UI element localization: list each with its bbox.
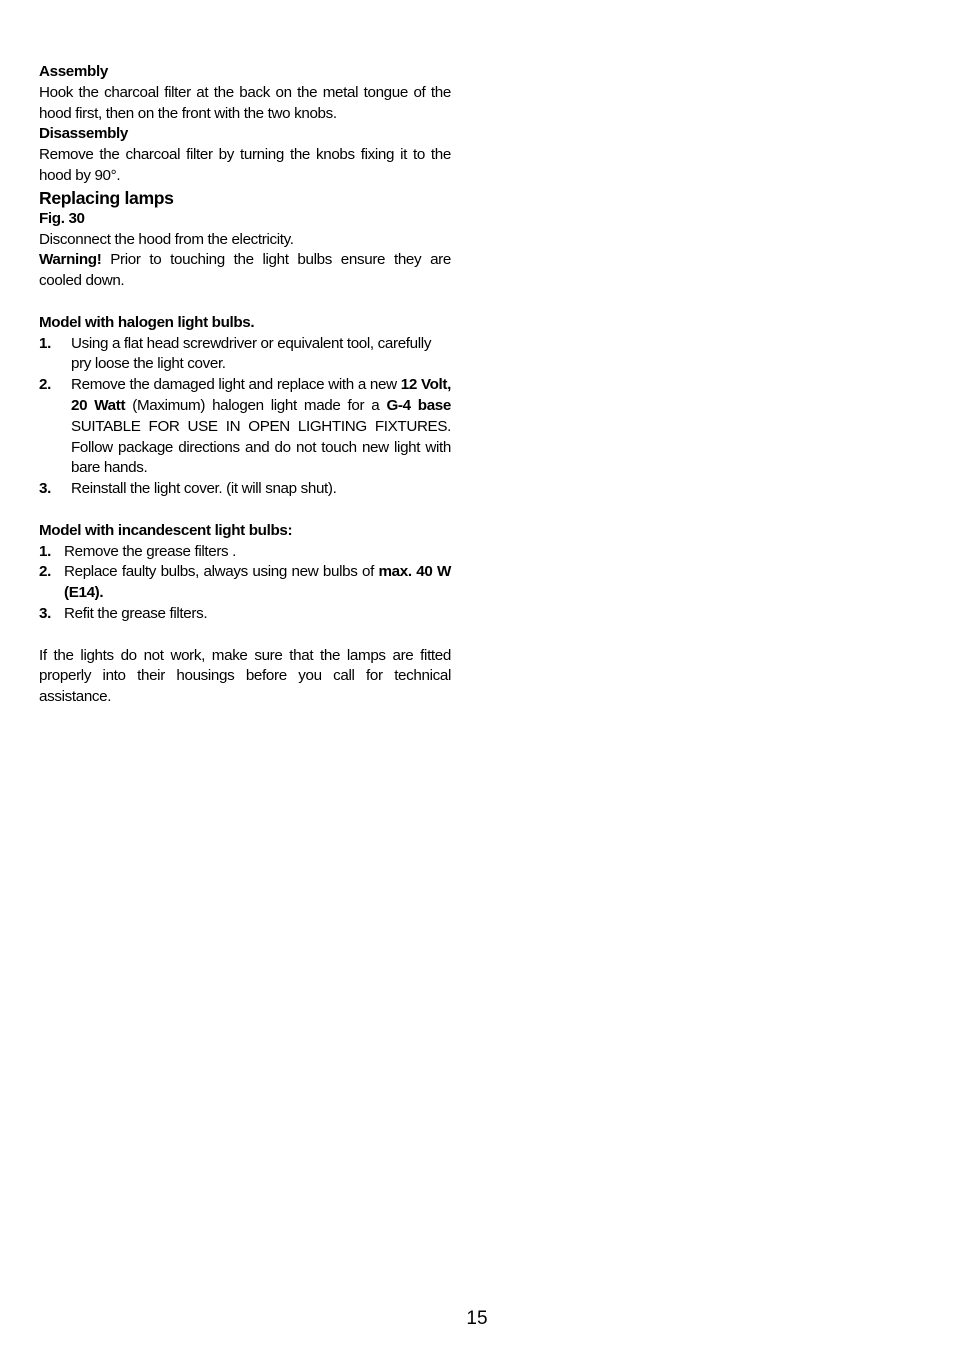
- halogen-heading: Model with halogen light bulbs.: [39, 313, 255, 331]
- bulb-spec: max. 40 W (E14).: [64, 563, 451, 602]
- step-number: 1.: [39, 542, 51, 560]
- warning-paragraph: [39, 250, 451, 292]
- figure-reference: Fig. 30: [39, 209, 85, 227]
- warning-text: Prior to touching the light bulbs ensure they are cooled down.: [39, 251, 451, 290]
- incandescent-heading: Model with incandescent light bulbs:: [39, 521, 293, 539]
- page-number: 15: [466, 1308, 488, 1329]
- step-text: (Maximum) halogen light made for a: [125, 396, 387, 414]
- step-text: Replace faulty bulbs, always using new bulbs of: [64, 563, 379, 581]
- step-number: 3.: [39, 604, 51, 622]
- list-item: [39, 334, 451, 376]
- disassembly-text: Remove the charcoal filter by turning the knobs fixing it to the hood by 90°.: [39, 146, 451, 184]
- step-number: 1.: [39, 334, 51, 352]
- assembly-heading: Assembly: [39, 63, 108, 80]
- step-number: 3.: [39, 480, 51, 498]
- step-number: 2.: [39, 376, 51, 394]
- disconnect-instruction: Disconnect the hood from the electricity.: [39, 230, 294, 248]
- section-title-replacing-lamps: Replacing lamps: [39, 187, 174, 208]
- step-text: Refit the grease filters.: [64, 604, 208, 622]
- step-text: Reinstall the light cover. (it will snap shut).: [71, 480, 337, 498]
- list-item: [39, 479, 451, 500]
- assembly-text: Hook the charcoal filter at the back on the metal tongue of the hood first, then on the front with the two knobs.: [39, 83, 451, 122]
- text-column: [39, 62, 451, 708]
- step-number: 2.: [39, 563, 51, 581]
- step-text: Remove the damaged light and replace with a new: [71, 376, 401, 394]
- disassembly-heading: Disassembly: [39, 125, 129, 143]
- incandescent-steps-list: [39, 542, 451, 625]
- list-item: [39, 542, 451, 563]
- list-item: [39, 375, 451, 479]
- halogen-steps-list: [39, 334, 451, 500]
- step-text: Using a flat head screwdriver or equivalent tool, carefully pry loose the light cover.: [71, 334, 432, 373]
- list-item: [39, 604, 451, 625]
- base-type: G-4 base: [386, 396, 451, 414]
- troubleshooting-note: If the lights do not work, make sure that the lamps are fitted properly into their housings before you call for technical assistance.: [39, 646, 451, 706]
- list-item: [39, 562, 451, 604]
- step-text: Remove the grease filters .: [64, 542, 237, 560]
- voltage-wattage: 12 Volt, 20 Watt: [71, 376, 451, 414]
- step-text: SUITABLE FOR USE IN OPEN LIGHTING FIXTURES. Follow package directions and do not touch new light with bare hands.: [71, 417, 451, 477]
- warning-label: Warning!: [39, 251, 102, 269]
